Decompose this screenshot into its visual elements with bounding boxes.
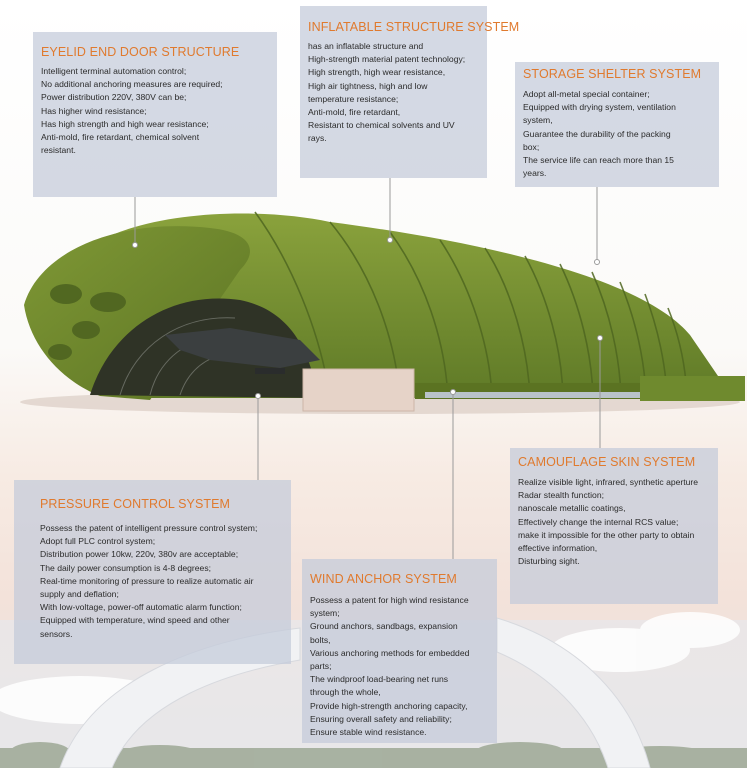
list-item: make it impossible for the other party to obtain [518,529,695,540]
list-item: Ground anchors, sandbags, expansion [310,621,458,632]
list-item: Has high strength and high wear resistance; [41,118,209,129]
list-item: effective information, [518,543,598,554]
list-item: through the whole, [310,687,381,698]
list-item: High-strength material patent technology; [308,54,466,65]
list-item: Ensuring overall safety and reliability; [310,713,452,724]
list-item: No additional anchoring measures are required; [41,79,223,90]
pressure-control-info-box [14,480,291,664]
storage-shelter-list [523,88,711,180]
list-item: Distribution power 10kw, 220v, 380v are acceptable; [40,549,239,560]
list-item: bolts, [310,634,331,645]
list-item: Real-time monitoring of pressure to realize automatic air [40,575,254,586]
inflatable-structure-info-box [300,6,520,178]
storage-shelter-info-box [515,62,719,187]
list-item: Equipped with drying system, ventilation [523,102,676,113]
list-item: Power distribution 220V, 380V can be; [41,92,187,103]
list-item: nanoscale metallic coatings, [518,503,626,514]
list-item: Resistant to chemical solvents and UV [308,120,455,131]
list-item: temperature resistance; [308,93,399,104]
storage-container [303,369,414,411]
list-item: Provide high-strength anchoring capacity, [310,700,468,711]
inflatable-structure-title: INFLATABLE STRUCTURE SYSTEM [308,20,520,34]
list-item: Anti-mold, fire retardant, [308,107,401,118]
list-item: parts; [310,661,332,672]
list-item: has an inflatable structure and [308,41,424,51]
wind-anchor-title: WIND ANCHOR SYSTEM [310,572,457,586]
list-item: Various anchoring methods for embedded [310,647,470,658]
camouflage-skin-title: CAMOUFLAGE SKIN SYSTEM [518,455,696,469]
eyelid-door-list [41,65,269,157]
list-item: The service life can reach more than 15 [523,155,674,166]
list-item: Adopt full PLC control system; [40,536,156,547]
list-item: Possess the patent of intelligent pressure control system; [40,523,258,533]
pressure-control-title: PRESSURE CONTROL SYSTEM [40,497,231,511]
storage-shelter-title: STORAGE SHELTER SYSTEM [523,67,702,81]
list-item: Disturbing sight. [518,556,580,567]
camouflage-skin-list [518,476,710,568]
list-item: The daily power consumption is 4-8 degrees; [40,562,212,573]
list-item: Adopt all-metal special container; [523,89,650,99]
list-item: system; [310,608,340,619]
list-item: Intelligent terminal automation control; [41,66,187,76]
list-item: rays. [308,133,327,144]
eyelid-door-title: EYELID END DOOR STRUCTURE [41,45,240,59]
eyelid-door-info-box [33,32,277,197]
list-item: years. [523,168,547,179]
list-item: supply and deflation; [40,589,119,600]
list-item: Equipped with temperature, wind speed and other [40,615,230,626]
inflatable-structure-list [308,40,479,146]
list-item: The windproof load-bearing net runs [310,674,449,685]
list-item: Effectively change the internal RCS value; [518,516,679,527]
list-item: system, [523,115,553,126]
list-item: Possess a patent for high wind resistance [310,595,469,605]
camouflage-skin-info-box [510,448,718,604]
list-item: box; [523,141,540,152]
list-item: Guarantee the durability of the packing [523,128,671,139]
list-item: Anti-mold, fire retardant, chemical solvent [41,132,200,143]
list-item: Ensure stable wind resistance. [310,727,427,738]
pressure-control-list [40,522,283,641]
list-item: Realize visible light, infrared, synthetic aperture [518,477,699,487]
list-item: sensors. [40,628,73,639]
list-item: Radar stealth function; [518,490,604,501]
wind-anchor-info-box [302,559,497,743]
list-item: With low-voltage, power-off automatic alarm function; [40,602,242,613]
list-item: Has higher wind resistance; [41,105,147,116]
list-item: High strength, high wear resistance, [308,67,446,78]
wind-anchor-list [310,594,489,739]
list-item: resistant. [41,145,76,156]
list-item: High air tightness, high and low [308,80,428,91]
